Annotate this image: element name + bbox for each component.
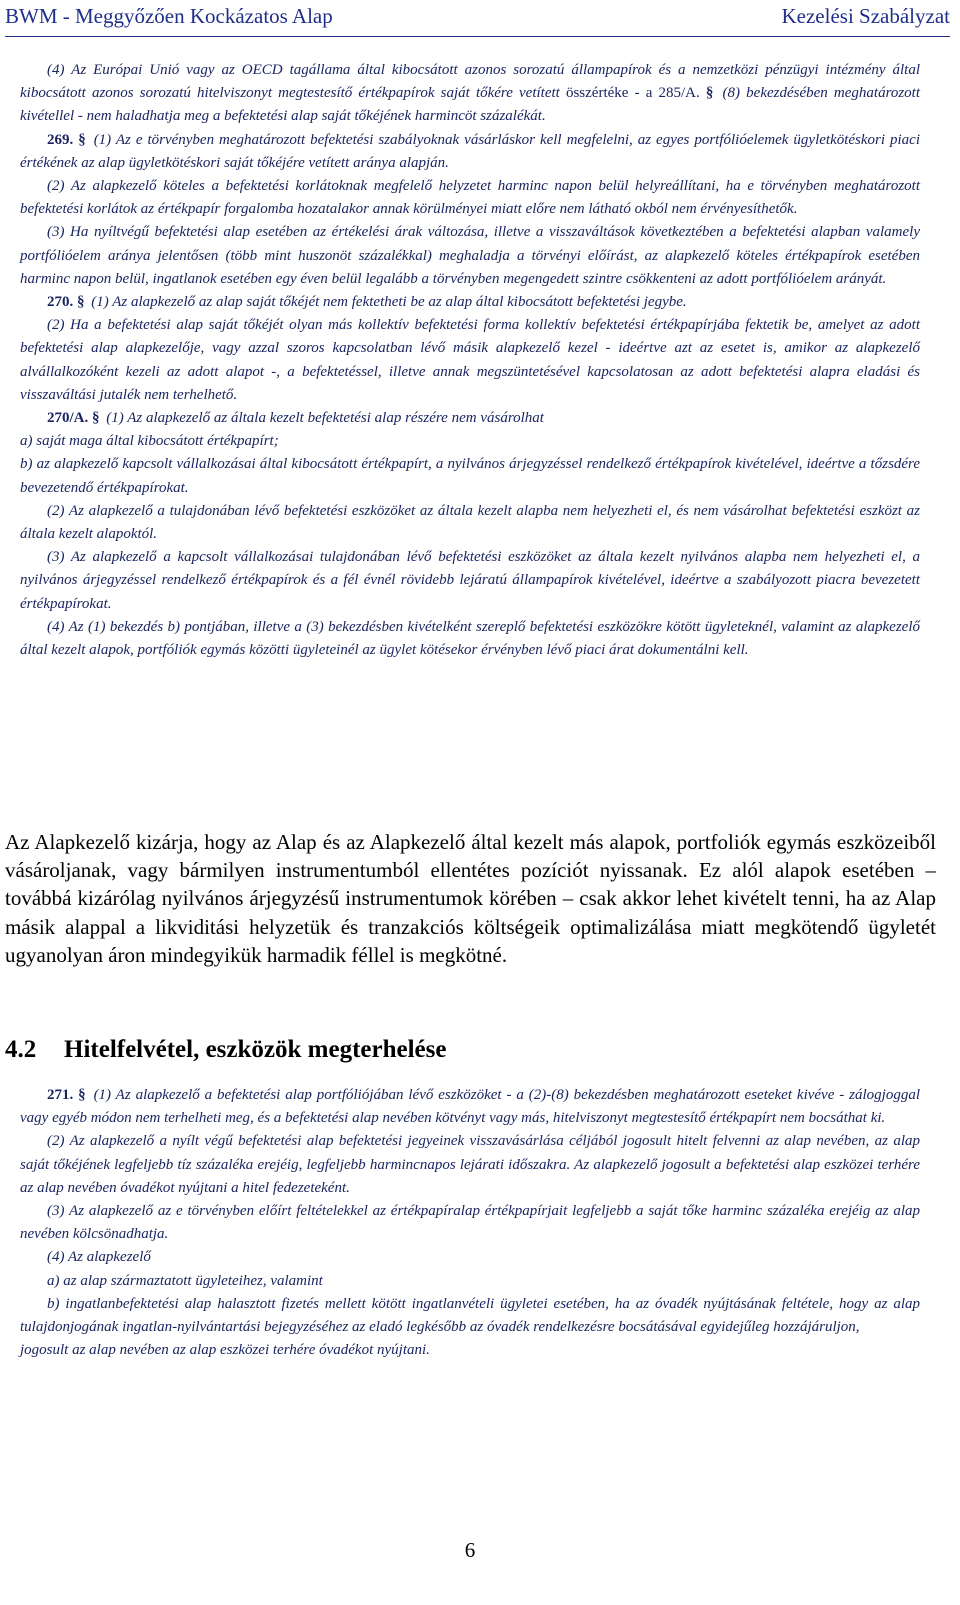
header-divider: [5, 36, 950, 37]
law-section-269-3: (3) Ha nyíltvégű befektetési alap esetében az értékelési árak változása, illetve a visszaváltások következtében a befektetési alapban valamely portfólióelem aránya jelentősen (több mint huszonöt százalékkal) meghaladja a törvényi előírást, az alapkezelő köteles értékpapírok esetében harminc napon belül, ingatlanok esetében egy éven belül legalább a törvényben megengedett szintre csökkenteni az adott portfólióelem arányát.: [20, 224, 920, 287]
section-heading-title: Hitelfelvétel, eszközök megterhelése: [64, 1036, 447, 1063]
law-section-271-4: (4) Az alapkezelő: [47, 1249, 151, 1266]
law-section-270-2: (2) Ha a befektetési alap saját tőkéjét olyan más kollektív befektetési forma kollektív befektetési értékpapírjába fektetik be, amelyet az adott befektetési alap alapkezelője, vagy azzal szoros kapcsolatban lévő másik alapkezelő kezel - ideértve azt az esetet is, amikor az alapkezelő alvállalkozóként kezeli az adott alapot -, a befektetéssel, illetve annak megszüntetésével kapcsolatosan az adott befektetési alapra eladási és visszaváltási jutalék nem terhelhető.: [20, 317, 920, 403]
section-symbol: §: [78, 131, 86, 148]
section-number: 270.: [47, 294, 74, 311]
law-section-270a-1-a: a) saját maga által kibocsátott értékpapírt;: [20, 433, 279, 450]
law-section-270-1: 270. § (1) Az alapkezelő az alap saját tőkéjét nem fektetheti be az alap által kibocsátott befektetési jegybe.: [47, 294, 687, 311]
law-section-271-4-a: a) az alap származtatott ügyleteihez, valamint: [47, 1272, 323, 1289]
law-section-270a-3: (3) Az alapkezelő a kapcsolt vállalkozásai tulajdonában lévő befektetési eszközöket az általa kezelt nyilvános alapba nem helyezheti el, a nyilvános árjegyzéssel rendelkező értékpapírok és a fél évnél rövidebb lejáratú állampapírok kivételével, ideértve a szabályozott piacra bevezetett értékpapírokat.: [20, 549, 920, 612]
section-heading-number: 4.2: [5, 1036, 37, 1063]
section-symbol: §: [705, 85, 714, 102]
law-section-271-3: (3) Az alapkezelő az e törvényben előírt feltételekkel az értékpapíralap értékpapírjait legfeljebb a saját tőke harminc százaléka erejéig az alap nevében kölcsönadhatja.: [20, 1203, 920, 1243]
law-section-271-4-b: b) ingatlanbefektetési alap halasztott fizetés mellett kötött ingatlanvételi ügyletei esetében, ha az óvadék nyújtásának feltétele, hogy az alap tulajdonjogának ingatlan-nyilvántartási bejegyzéséhez az eladó legkésőbb az óvadék rendelkezésre bocsátásával egyidejűleg hozzájáruljon,: [20, 1295, 920, 1336]
section-symbol: §: [78, 1087, 86, 1103]
section-heading: [5, 1036, 446, 1064]
page-number: 6: [464, 1538, 476, 1562]
law-section-270a-1: 270/A. § (1) Az alapkezelő az általa kezelt befektetési alap részére nem vásárolhat: [47, 410, 544, 427]
law-section-270a-2: (2) Az alapkezelő a tulajdonában lévő befektetési eszközöket az általa kezelt alapba nem helyezheti el, és nem vásárolhat befektetési eszközt az általa kezelt alapoktól.: [20, 502, 920, 543]
law-section-269-1: 269. § (1) Az e törvényben meghatározott befektetési szabályoknak vásárláskor kell megfelelni, az egyes portfólióelemek ügyletkötéskori piaci értékének az alap ügyletkötéskori saját tőkéjére vetített aránya alapján.: [20, 131, 921, 171]
law-section-271-1: 271. § (1) Az alapkezelő a befektetési alap portfóliójában lévő eszközöket - a (2)-(8) bekezdésben meghatározott eseteket kivéve - zálogjoggal vagy egyéb módon nem terhelheti meg, és a befektetési alap nevében kötvényt vagy más, hitelviszonyt megtestesítő értékpapírt nem bocsáthat ki.: [20, 1087, 921, 1127]
law-section-269-2: (2) Az alapkezelő köteles a befektetési korlátoknak megfelelő helyzetet harminc napon belül helyreállítani, ha e törvényben meghatározott befektetési korlátok az értékpapír forgalomba hozatalakor annak körülményei miatt előre nem látható okból nem érvényesíthetők.: [20, 178, 920, 218]
body-paragraph: Az Alapkezelő kizárja, hogy az Alap és az Alapkezelő által kezelt más alapok, portfoliók egymás eszközeiből vásároljanak, vagy bármilyen instrumentumból ellentétes pozíciót nyissanak. Ez alól alapok esetében – továbbá kizárólag nyilvános árjegyzésű instrumentumok körében – csak akkor lehet kivételt tenni, ha az Alap másik alappal a likviditási helyzetük és tranzakciós költségeik optimalizálása miatt megkötendő ügyletét ugyanolyan áron mindegyikük harmadik féllel is megkötné.: [5, 830, 936, 967]
law-excerpt-block-2: [20, 1084, 920, 1362]
law-section-270a-1-b: b) az alapkezelő kapcsolt vállalkozásai által kibocsátott értékpapírt, a nyilvános árjegyzéssel rendelkező értékpapírok kivételével, ideértve a tőzsdére bevezetendő értékpapírokat.: [20, 456, 920, 496]
section-number: 269.: [47, 131, 74, 148]
law-section-271-2: (2) Az alapkezelő a nyílt végű befektetési alap befektetési jegyeinek visszavásárlása céljából jogosult hitelt felvenni az alap nevében, az alap saját tőkéjének legfeljebb tíz százaléka erejéig, legfeljebb harmincnapos lejárati időszakra. Az alapkezelő jogosult a befektetési alap eszközei terhére az alap nevében óvadékot nyújtani a hitel fedezeteként.: [20, 1133, 920, 1196]
section-number: 271.: [47, 1087, 74, 1103]
law-paragraph-4: (4) Az Európai Unió vagy az OECD tagállama által kibocsátott azonos sorozatú állampapírok és a nemzetközi pénzügyi intézmény által kibocsátott azonos sorozatú hitelviszonyt megtestesítő értékpapírok saját tőkére vetített összértéke - a 285/A. § (8) bekezdésében meghatározott kivétellel - nem haladhatja meg a befektetési alap saját tőkéjének harmincöt százalékát.: [20, 62, 921, 125]
law-excerpt-block-1: [20, 59, 920, 662]
header-title: BWM - Meggyőzően Kockázatos Alap: [5, 4, 333, 28]
section-symbol: §: [92, 410, 100, 427]
law-section-271-4-closing: jogosult az alap nevében az alap eszközei terhére óvadékot nyújtani.: [20, 1342, 430, 1359]
section-number: 270/A.: [47, 410, 89, 427]
header-document-type: Kezelési Szabályzat: [781, 4, 950, 28]
section-symbol: §: [77, 294, 85, 311]
law-section-270a-4: (4) Az (1) bekezdés b) pontjában, illetve a (3) bekezdésben kivételként szereplő befektetési eszközökre kötött ügyleteknél, valamint az alapkezelő által kezelt alapok, portfóliók egymás közötti ügyleteinél az ügylet kötésekor érvényben lévő piaci árat dokumentálni kell.: [20, 618, 920, 659]
